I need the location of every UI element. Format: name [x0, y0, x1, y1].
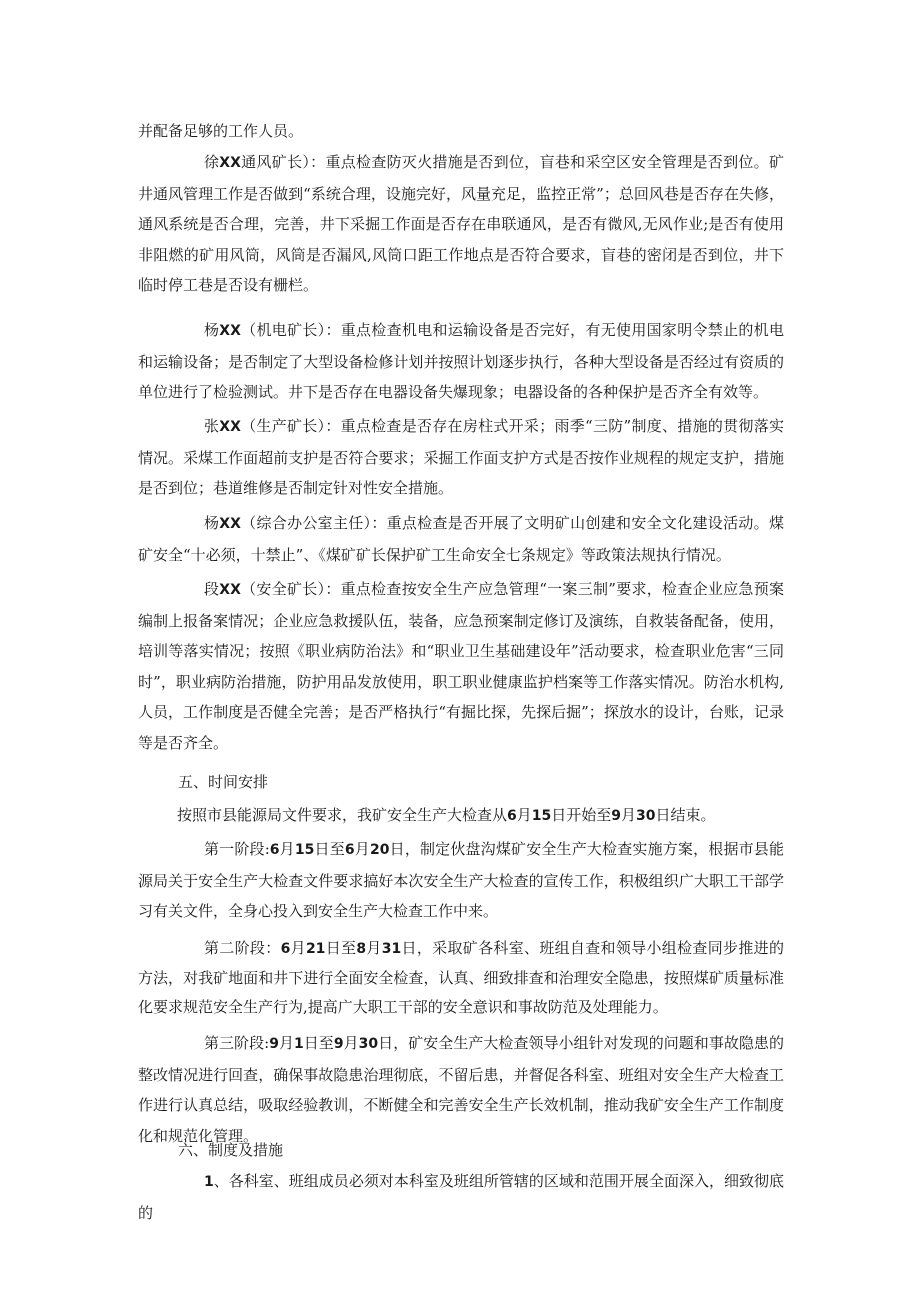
date-number: 6 [344, 842, 355, 858]
paragraph-text: 第二阶段： [204, 939, 281, 957]
paragraph-text: 月 [278, 1034, 294, 1052]
paragraph-text: 月 [621, 806, 637, 824]
paragraph-text: 月 [343, 1034, 359, 1052]
date-number: 6 [280, 941, 291, 957]
date-number: 15 [294, 842, 315, 858]
paragraph-text: 、各科室、班组成员必须对本科室及班组所管辖的区域和范围开展全面深入，细致彻底的 [138, 1172, 784, 1222]
paragraph-text: 日至 [314, 840, 345, 858]
paragraph-text: 月 [279, 840, 295, 858]
paragraph-text: 月 [516, 806, 532, 824]
paragraph-phase-two [138, 934, 784, 1022]
paragraph-text: （生产矿长）：重点检查是否存在房柱式开采；雨季“三防”制度、措施的贯彻落实情况。采煤工作面超前支护是否符合要求；采掘工作面支护方式是否按作业规程的规定支护，措施是否到位；巷道维修是否制定针对性安全措施。 [138, 417, 784, 497]
paragraph-text: （综合办公室主任）：重点检查是否开展了文明矿山创建和安全文化建设活动。煤矿安全“十必须，十禁止”、《煤矿矿长保护矿工生命安全七条规定》等政策法规执行情况。 [138, 514, 784, 564]
paragraph-phase-one [138, 834, 784, 927]
section-heading-schedule: 五、时间安排 [178, 773, 269, 791]
person-placeholder: XX [219, 516, 241, 532]
paragraph-text: 日，采取矿各科室、班组自查和领导小组检查同步推进的方法，对我矿地面和井下进行全面安全检查，认真、细致排查和治理安全隐患，按照煤矿质量标准化要求规范安全生产行为,提高广大职工干部的安全意识和事故防范及处理能力。 [138, 939, 784, 1016]
person-surname: 杨 [204, 321, 220, 339]
person-surname: 杨 [204, 514, 220, 532]
person-surname: 段 [204, 580, 220, 598]
paragraph-text: 日开始至 [551, 806, 612, 824]
paragraph-text: （安全矿长）：重点检查按安全生产应急管理“一案三制”要求，检查企业应急预案编制上报备案情况；企业应急救援队伍，装备，应急预案制定修订及演练，自救装备配备，使用，培训等落实情况；按照《职业病防治法》和“职业卫生基础建设年”活动要求，检查职业危害“三同时”，职业病防治措施，防护用品发放使用，职工职业健康监护档案等工作落实情况。防治水机构,人员，工作制度是否健全完善；是否严格执行“有掘比探，先探后掘”；探放水的设计，台账，记录等是否齐全。 [138, 580, 784, 752]
person-placeholder: XX [219, 419, 241, 435]
paragraph-phase-three [138, 1028, 784, 1151]
list-number: 1 [204, 1174, 214, 1190]
paragraph-text: 日至 [325, 939, 357, 957]
paragraph-text: 第三阶段: [204, 1034, 270, 1052]
paragraph-text: 按照市县能源局文件要求，我矿安全生产大检查从 [177, 806, 508, 824]
person-placeholder: XX [219, 582, 241, 598]
date-number: 20 [369, 842, 390, 858]
paragraph-measure-one [138, 1166, 784, 1222]
paragraph-text: 月 [366, 939, 382, 957]
paragraph-continuation [138, 116, 784, 147]
paragraph-text: 通风矿长）：重点检查防灭火措施是否到位，盲巷和采空区安全管理是否到位。矿井通风管理工作是否做到“系统合理，设施完好，风量充足，监控正常”；总回风巷是否存在失修，通风系统是否合理，完善，井下采掘工作面是否存在串联通风，是否有微风,无风作业;是否有使用非阻燃的矿用风筒，风筒是否漏风,风筒口距工作地点是否符合要求，盲巷的密闭是否到位，井下临时停工巷是否设有栅栏。 [138, 153, 784, 294]
date-number: 31 [381, 941, 402, 957]
paragraph-text: 第一阶段: [204, 840, 270, 858]
date-number: 15 [531, 808, 552, 824]
paragraph-mechanical-manager [138, 315, 784, 408]
person-placeholder: XX [219, 155, 241, 171]
section-heading-measures: 六、制度及措施 [178, 1141, 284, 1159]
person-surname: 张 [204, 417, 220, 435]
paragraph-safety-manager [138, 574, 784, 758]
paragraph-text: 日结束。 [655, 806, 716, 824]
person-placeholder: XX [219, 323, 241, 339]
paragraph-text: 并配备足够的工作人员。 [138, 122, 304, 140]
paragraph-ventilation-manager [138, 147, 784, 301]
date-number: 6 [507, 808, 517, 824]
paragraph-production-manager [138, 411, 784, 504]
date-number: 9 [333, 1036, 344, 1052]
date-number: 9 [611, 808, 622, 824]
paragraph-text: 日，矿安全生产大检查领导小组针对发现的问题和事故隐患的整改情况进行回查，确保事故隐患治理彻底，不留后患，并督促各科室、班组对安全生产大检查工作进行认真总结，吸取经验教训，不断健全和完善安全生产长效机制，推动我矿安全生产工作制度化和规范化管理。 [138, 1034, 784, 1145]
person-surname: 徐 [204, 153, 220, 171]
paragraph-text: 日至 [303, 1034, 334, 1052]
paragraph-text: 日，制定伙盘沟煤矿安全生产大检查实施方案，根据市县能源局关于安全生产大检查文件要求搞好本次安全生产大检查的宣传工作，积极组织广大职工干部学习有关文件，全身心投入到安全生产大检查工作中来。 [138, 840, 784, 920]
date-number: 8 [356, 941, 367, 957]
date-number: 6 [269, 842, 280, 858]
paragraph-schedule-overview [138, 800, 784, 832]
paragraph-office-director [138, 508, 784, 570]
paragraph-text: （机电矿长）：重点检查机电和运输设备是否完好，有无使用国家明令禁止的机电和运输设备；是否制定了大型设备检修计划并按照计划逐步执行，各种大型设备是否经过有资质的单位进行了检验测试。井下是否存在电器设备失爆现象；电器设备的各种保护是否齐全有效等。 [138, 321, 784, 401]
date-number: 1 [294, 1036, 304, 1052]
date-number: 9 [269, 1036, 279, 1052]
date-number: 21 [305, 941, 326, 957]
paragraph-text: 月 [290, 939, 306, 957]
date-number: 30 [636, 808, 656, 824]
paragraph-text: 月 [354, 840, 370, 858]
date-number: 30 [358, 1036, 379, 1052]
